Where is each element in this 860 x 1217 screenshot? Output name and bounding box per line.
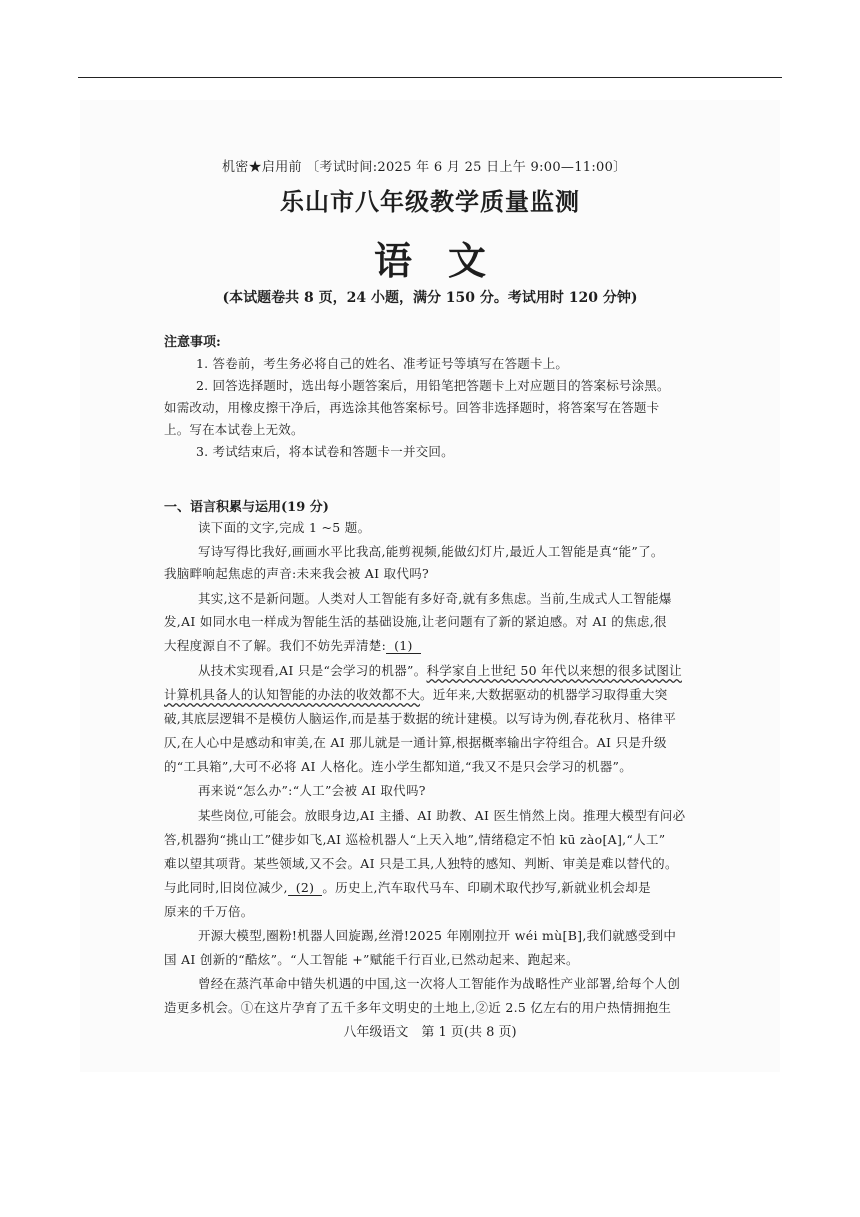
- wavy-underlined-sentence: 计算机具备人的认知智能的办法的收效都不大: [164, 687, 421, 702]
- passage-text: 与此同时,旧岗位减少,: [164, 880, 288, 895]
- passage-text: 。近年来,大数据驱动的机器学习取得重大突: [420, 687, 668, 702]
- passage-p5-line-1: 某些岗位,可能会。放眼身边,AI 主播、AI 助教、AI 医生悄然上岗。推理大模型有问必: [198, 808, 686, 823]
- passage-p7-line-1: 曾经在蒸汽革命中错失机遇的中国,这一次将人工智能作为战略性产业部署,给每个人创: [198, 976, 681, 991]
- passage-p3-line-2: [164, 685, 668, 703]
- notice-item-2-line-2: 如需改动，用橡皮擦干净后，再选涂其他答案标号。回答非选择题时，将答案写在答题卡: [164, 400, 660, 415]
- notice-item-2-line-1: 2. 回答选择题时，选出每小题答案后，用铅笔把答题卡上对应题目的答案标号涂黑。: [196, 378, 670, 393]
- section-title: 一、语言积累与运用(19 分): [164, 500, 329, 515]
- passage-p2-line-1: 其实,这不是新问题。人类对人工智能有多好奇,就有多焦虑。当前,生成式人工智能爆: [198, 591, 672, 606]
- passage-p4: 再来说“怎么办”:“人工”会被 AI 取代吗?: [198, 783, 426, 798]
- page-footer: 八年级语文 第 1 页(共 8 页): [343, 1025, 517, 1040]
- wavy-underlined-sentence: 科学家自上世纪 50 年代以来想的很多试图让: [426, 663, 682, 678]
- section-instruction: 读下面的文字,完成 1 ~5 题。: [198, 520, 371, 535]
- notice-item-2-line-3: 上。写在本试卷上无效。: [164, 422, 304, 437]
- subject-title: 语文: [373, 238, 522, 283]
- passage-p2-line-3: [164, 636, 421, 654]
- passage-p2-line-2: 发,AI 如同水电一样成为智能生活的基础设施,让老问题有了新的紧迫感。对 AI 的焦虑,很: [164, 614, 667, 629]
- passage-p3-line-4: 仄,在人心中是感动和审美,在 AI 那儿就是一通计算,根据概率输出字符组合。AI 只是升级: [164, 735, 667, 750]
- paper-info: (本试题卷共 8 页，24 小题，满分 150 分。考试用时 120 分钟): [222, 290, 638, 306]
- passage-text: 大程度源自不了解。我们不妨先弄清楚:: [164, 638, 387, 653]
- passage-p6-line-1: 开源大模型,圈粉!机器人回旋踢,丝滑!2025 年刚刚拉开 wéi mù[B],我们就感受到中: [198, 928, 677, 943]
- notice-title: 注意事项:: [164, 335, 221, 350]
- passage-p5-line-2: 答,机器狗“挑山工”健步如飞,AI 巡检机器人“上天入地”,情绪稳定不怕 kū zào[A],“人工”: [164, 832, 666, 847]
- top-rule: [78, 77, 782, 78]
- passage-p5-line-3: 难以望其项背。某些领域,又不会。AI 只是工具,人独特的感知、判断、审美是难以替代的。: [164, 856, 678, 871]
- passage-p5-line-4: [164, 878, 651, 896]
- passage-p6-line-2: 国 AI 创新的“酷炫”。“人工智能 +”赋能千行百业,已然动起来、跑起来。: [164, 952, 579, 967]
- passage-text: 。历史上,汽车取代马车、印刷术取代抄写,新就业机会却是: [322, 880, 651, 895]
- confidential-line: 机密★启用前 〔考试时间:2025 年 6 月 25 日上午 9:00—11:00〕: [222, 160, 627, 175]
- passage-p1-line-1: 写诗写得比我好,画画水平比我高,能剪视频,能做幻灯片,最近人工智能是真“能”了。: [198, 544, 664, 559]
- passage-p3-line-3: 破,其底层逻辑不是模仿人脑运作,而是基于数据的统计建模。以写诗为例,春花秋月、格律平: [164, 711, 677, 726]
- passage-p1-line-2: 我脑畔响起焦虑的声音:未来我会被 AI 取代吗?: [164, 566, 430, 581]
- blank-2: (2): [288, 880, 323, 896]
- blank-1: (1): [386, 638, 421, 654]
- passage-p5-line-5: 原来的千万倍。: [164, 904, 254, 919]
- notice-item-3: 3. 考试结束后，将本试卷和答题卡一并交回。: [196, 444, 454, 459]
- passage-text: 从技术实现看,AI 只是“会学习的机器”。: [198, 663, 427, 678]
- passage-p3-line-1: [198, 661, 682, 679]
- exam-title: 乐山市八年级教学质量监测: [280, 187, 580, 216]
- passage-p7-line-2: 造更多机会。①在这片孕育了五千多年文明史的土地上,②近 2.5 亿左右的用户热情拥抱生: [164, 1000, 672, 1015]
- notice-item-1: 1. 答卷前，考生务必将自己的姓名、准考证号等填写在答题卡上。: [196, 356, 569, 371]
- passage-p3-line-5: 的“工具箱”,大可不必将 AI 人格化。连小学生都知道,“我又不是只会学习的机器”。: [164, 759, 633, 774]
